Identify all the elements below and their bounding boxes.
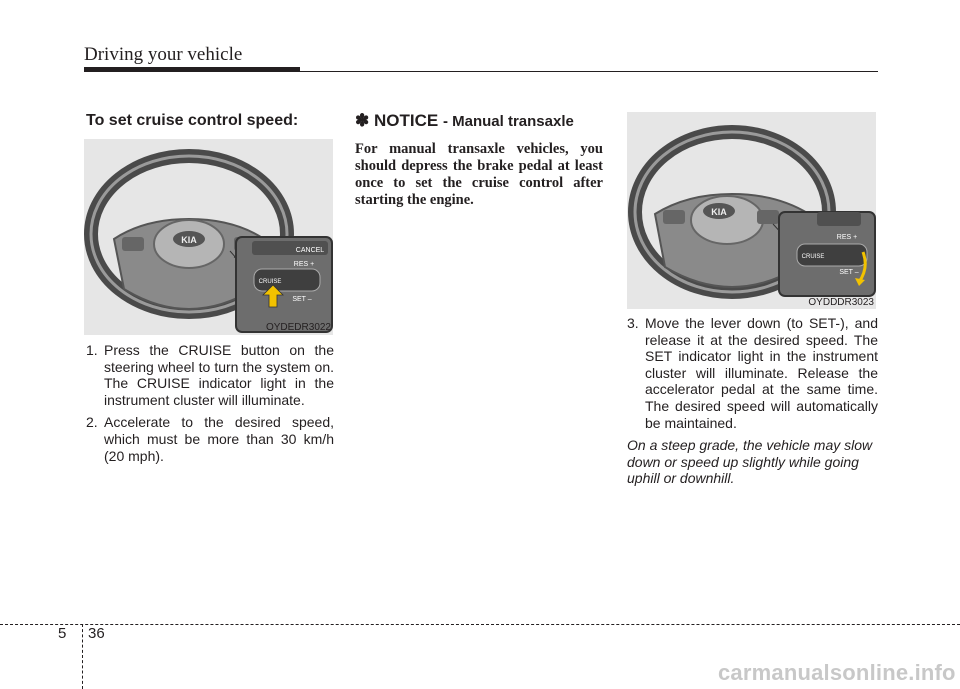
notice-body: For manual transaxle vehicles, you should depress the brake pedal at least once to set the cruise control after starting the engine. [355,141,603,208]
chapter-number: 5 [58,625,67,642]
notice-symbol-icon: ✽ [355,111,370,130]
inset-cancel-label: CANCEL [295,247,325,254]
steering-wheel-figure-set-lever [627,112,876,309]
italic-note: On a steep grade, the vehicle may slow down or speed up slightly while going uphill or downhill. [627,437,873,487]
notice-heading [355,111,574,131]
header-rule-thick [84,67,300,72]
steering-wheel-illustration [84,139,333,335]
step-number: 1. [86,342,98,358]
inset-cruise-label: CRUISE [258,279,282,285]
watermark-text: carmanualsonline.info [718,660,956,685]
step-number: 3. [627,315,639,331]
step-item [627,315,878,431]
step-item [86,414,334,464]
notice-title: NOTICE [373,111,439,130]
inset-res-label: RES + [293,261,315,268]
section-heading: To set cruise control speed: [86,112,299,129]
svg-text:KIA: KIA [181,235,197,245]
figure-code: OYDDDR3023 [808,297,874,308]
steps-left [86,342,334,470]
header-rule-thin [300,71,878,72]
svg-text:KIA: KIA [711,207,727,217]
footer-divider [82,624,83,689]
inset-cruise-label: CRUISE [801,254,825,260]
step-item [86,342,334,408]
footer-rule [0,624,960,625]
step-text: Press the CRUISE button on the steering wheel to turn the system on. The CRUISE indicator light in the instrument cluster will illuminate. [104,342,334,408]
steps-right [627,315,878,487]
step-number: 2. [86,414,98,431]
step-text: Accelerate to the desired speed, which must be more than 30 km/h (20 mph). [104,414,334,464]
figure-code: OYDEDR3022 [265,322,331,333]
page-header-title: Driving your vehicle [84,44,243,65]
inset-set-label: SET – [839,269,859,276]
inset-set-label: SET – [292,296,312,303]
steering-wheel-figure-cruise-button [84,139,333,335]
step-text: Move the lever down (to SET-), and release it at the desired speed. The SET indicator light in the instrument cluster will illuminate. Release the accelerator pedal at the same time. The desired speed will automatically be maintained. [645,315,878,431]
steering-wheel-illustration [627,112,876,309]
notice-subtitle: - Manual transaxle [442,113,574,130]
page-number: 36 [88,625,105,642]
inset-res-label: RES + [836,234,858,241]
